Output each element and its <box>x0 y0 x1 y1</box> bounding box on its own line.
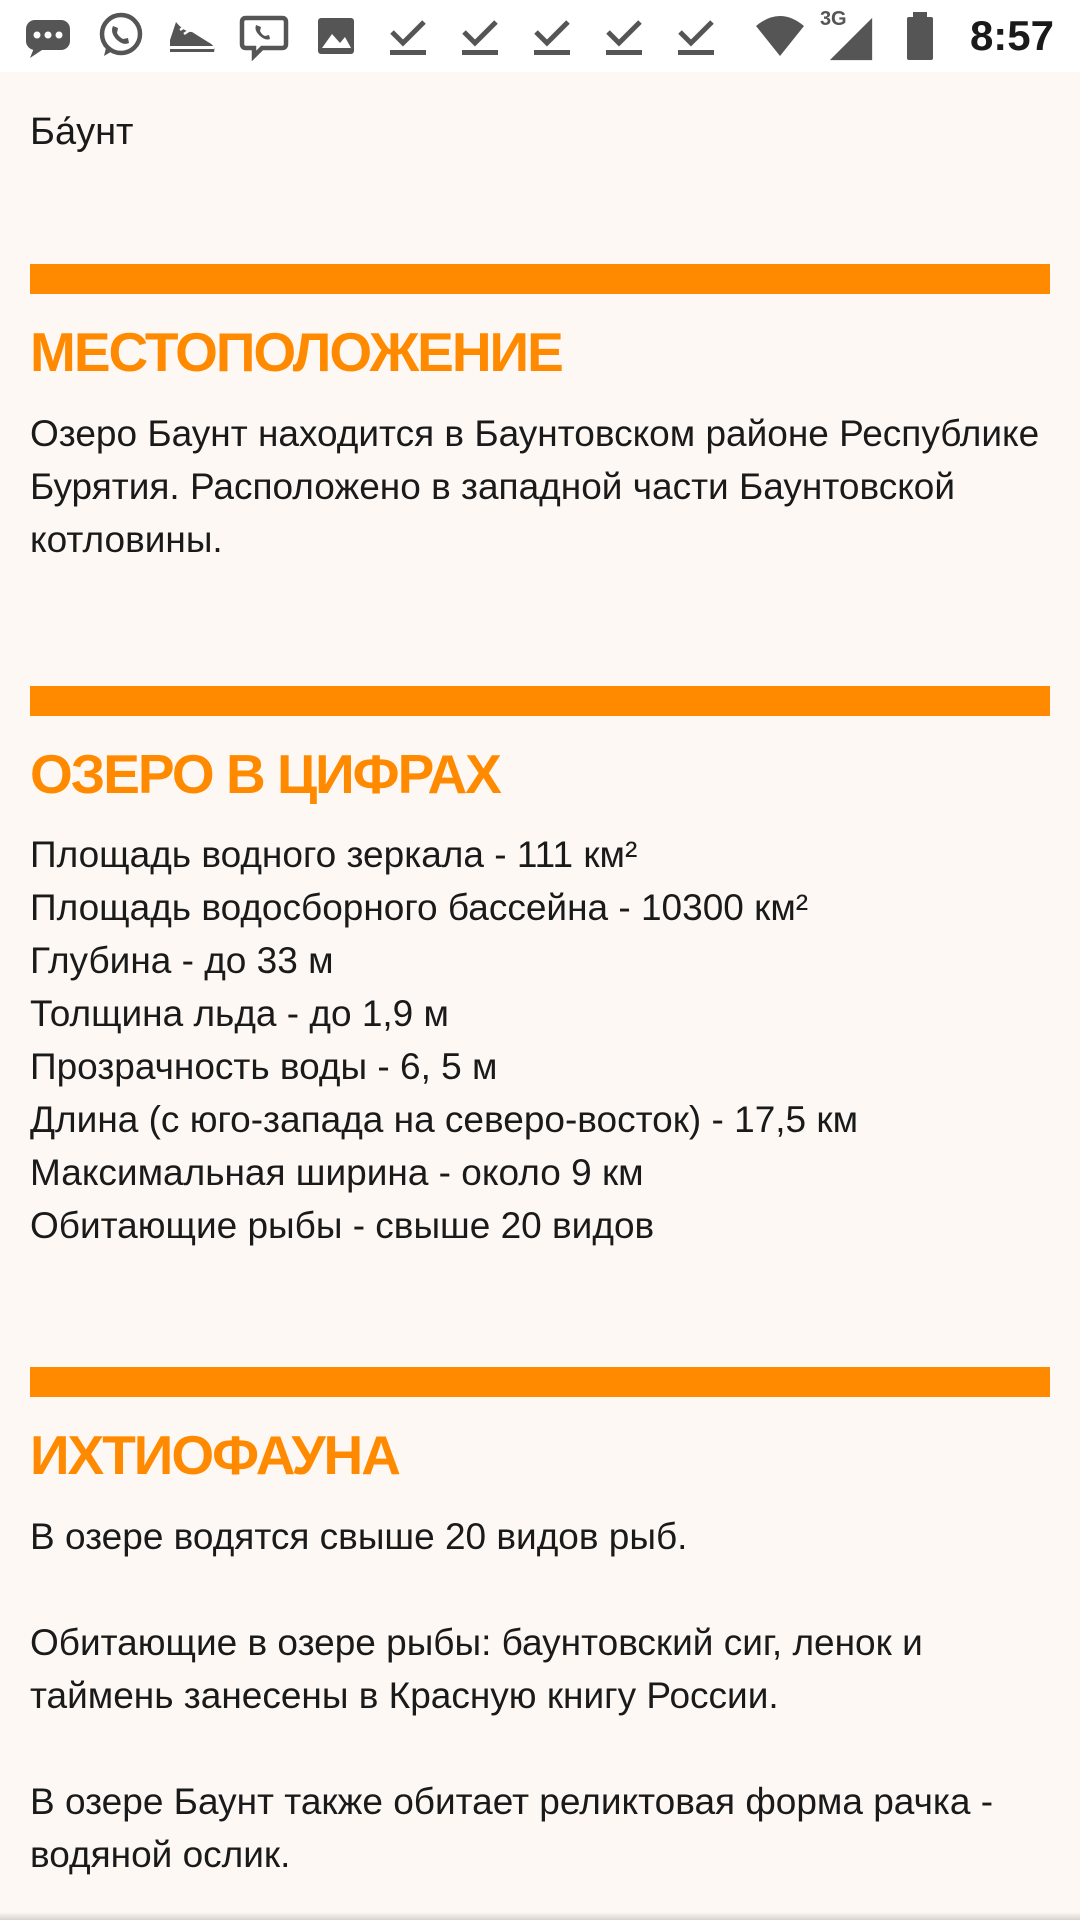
fact-item: Максимальная ширина - около 9 км <box>30 1152 644 1194</box>
fact-item: Длина (с юго-запада на северо-восток) - 17,5 км <box>30 1099 859 1141</box>
wifi-icon <box>754 10 806 62</box>
download-done-icon <box>598 10 650 62</box>
sneaker-icon <box>166 10 218 62</box>
ichthyofauna-paragraph: Обитающие в озере рыбы: баунтовский сиг, ленок и таймень занесены в Красную книгу России. <box>30 1621 923 1716</box>
network-type-label: 3G <box>819 8 847 30</box>
location-paragraph: Озеро Баунт находится в Баунтовском районе Республике Бурятия. Расположено в западной части Баунтовской котловины. <box>30 412 1040 560</box>
ichthyofauna-paragraph: В озере водятся свыше 20 видов рыб. <box>30 1515 688 1557</box>
fact-item: Глубина - до 33 м <box>30 940 334 982</box>
section-divider <box>30 686 1050 716</box>
section-title-location: МЕСТОПОЛОЖЕНИЕ <box>30 321 562 384</box>
download-done-icon <box>382 10 434 62</box>
image-icon <box>310 10 362 62</box>
notification-icons <box>0 10 754 62</box>
status-bar <box>0 0 1080 72</box>
fact-item: Толщина льда - до 1,9 м <box>30 993 449 1035</box>
facts-list <box>30 828 1050 1252</box>
system-icons <box>754 8 1080 64</box>
bottom-edge-shadow <box>0 1912 1080 1920</box>
download-done-icon <box>526 10 578 62</box>
download-done-icon <box>454 10 506 62</box>
fact-item: Обитающие рыбы - свыше 20 видов <box>30 1205 655 1247</box>
messages-icon <box>22 10 74 62</box>
ichthyofauna-paragraph: В озере Баунт также обитает реликтовая форма рачка - водяной ослик. <box>30 1780 994 1875</box>
section-divider <box>30 264 1050 294</box>
battery-icon <box>894 10 946 62</box>
section-divider <box>30 1367 1050 1397</box>
whatsapp-icon <box>94 10 146 62</box>
fact-item: Площадь водного зеркала - 111 км² <box>30 834 638 876</box>
fact-item: Прозрачность воды - 6, 5 м <box>30 1046 498 1088</box>
download-done-icon <box>670 10 722 62</box>
section-title-ichthyofauna: ИХТИОФАУНА <box>30 1424 399 1487</box>
fact-item: Площадь водосборного бассейна - 10300 км² <box>30 887 809 929</box>
article <box>30 72 1050 1881</box>
section-title-numbers: ОЗЕРО В ЦИФРАХ <box>30 742 500 805</box>
signal-icon <box>820 8 880 64</box>
clock: 8:57 <box>969 12 1054 59</box>
article-intro: Ба́унт <box>30 111 134 153</box>
viber-icon <box>238 10 290 62</box>
